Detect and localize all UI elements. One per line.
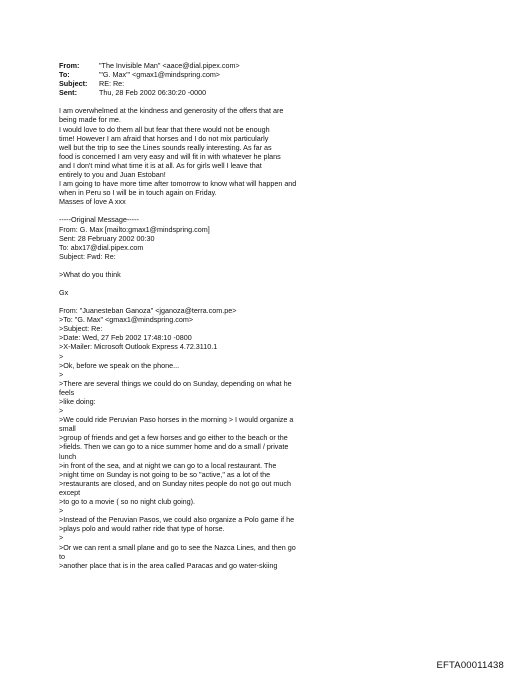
body-paragraph: [59, 106, 451, 206]
text-line: To: abx17@dial.pipex.com: [59, 242, 144, 252]
text-line: >: [59, 369, 64, 379]
text-line: being made for me.: [59, 115, 121, 125]
text-line: I would love to do them all but fear that there would not be enough: [59, 124, 270, 134]
text-line: when in Peru so I will be in touch again on Friday.: [59, 188, 217, 198]
text-line: except: [59, 487, 81, 497]
text-line: lunch: [59, 451, 77, 461]
header-label: Subject:: [59, 79, 88, 89]
text-line: to: [59, 551, 65, 561]
document-id-footer: EFTA00011438: [436, 660, 504, 671]
text-line: feels: [59, 387, 75, 397]
text-line: Subject: Fwd: Re:: [59, 251, 116, 261]
text-line: >to go to a movie ( so no night club going).: [59, 497, 196, 507]
text-line: time! However I am afraid that horses and I do not mix particularly: [59, 133, 269, 143]
text-line: >in front of the sea, and at night we can go to a local restaurant. The: [59, 460, 277, 470]
text-line: >: [59, 406, 64, 416]
text-line: >: [59, 506, 64, 516]
text-line: >Date: Wed, 27 Feb 2002 17:48:10 -0800: [59, 333, 192, 343]
text-line: >group of friends and get a few horses and go either to the beach or the: [59, 433, 288, 443]
email-header-row: [59, 61, 451, 70]
text-line: >fields. Then we can go to a nice summer home and do a small / private: [59, 442, 289, 452]
text-line: Masses of love A xxx: [59, 197, 126, 207]
body-paragraph: [59, 306, 451, 570]
header-label: Sent:: [59, 88, 77, 98]
text-line: >Instead of the Peruvian Pasos, we could also organize a Polo game if he: [59, 515, 295, 525]
email-header-row: [59, 70, 451, 79]
text-line: >plays polo and would rather ride that type of horse.: [59, 524, 225, 534]
text-line: I am going to have more time after tomorrow to know what will happen and: [59, 179, 297, 189]
text-line: >: [59, 533, 64, 543]
header-value: Thu, 28 Feb 2002 06:30:20 -0000: [99, 88, 207, 98]
text-line: >like doing:: [59, 397, 96, 406]
email-header-row: [59, 88, 451, 97]
email-headers: [59, 61, 451, 97]
text-line: >Or we can rent a small plane and go to see the Nazca Lines, and then go: [59, 542, 296, 552]
header-value: "The Invisible Man" <aace@dial.pipex.com>: [99, 61, 240, 70]
text-line: >What do you think: [59, 269, 121, 279]
text-line: I am overwhelmed at the kindness and generosity of the offers that are: [59, 106, 284, 116]
text-line: well but the trip to see the Lines sounds really interesting. As far as: [59, 142, 272, 152]
text-line: -----Original Message-----: [59, 215, 139, 225]
text-line: >There are several things we could do on Sunday, depending on what he: [59, 378, 292, 388]
text-line: small: [59, 424, 76, 434]
text-line: entirely to you and Juan Estoban!: [59, 170, 166, 180]
text-line: food is concerned I am very easy and will fit in with whatever he plans: [59, 151, 281, 161]
email-document: [59, 61, 451, 570]
text-line: >Subject: Re:: [59, 324, 103, 334]
text-line: and I don't mind what time it is at all. As for girls well I leave that: [59, 160, 262, 170]
body-paragraph: [59, 215, 451, 260]
text-line: >another place that is in the area called Paracas and go water-skiing: [59, 560, 278, 570]
text-line: >Ok, before we speak on the phone...: [59, 360, 180, 370]
text-line: >To: "G. Max" <gmax1@mindspring.com>: [59, 315, 194, 325]
text-line: >X-Mailer: Microsoft Outlook Express 4.72.3110.1: [59, 342, 218, 352]
text-line: >We could ride Peruvian Paso horses in the morning > I would organize a: [59, 415, 294, 425]
email-header-row: [59, 79, 451, 88]
text-line: >: [59, 351, 64, 361]
email-body: [59, 106, 451, 569]
header-value: RE: Re:: [99, 79, 125, 89]
text-line: Sent: 28 February 2002 00:30: [59, 233, 155, 243]
body-paragraph: [59, 270, 451, 279]
text-line: >restaurants are closed, and on Sunday nites people do not go out much: [59, 478, 291, 488]
text-line: Gx: [59, 287, 69, 297]
header-label: To:: [59, 70, 70, 80]
header-value: "'G. Max'" <gmax1@mindspring.com>: [99, 70, 221, 80]
text-line: From: G. Max [mailto:gmax1@mindspring.com]: [59, 224, 210, 234]
body-paragraph: [59, 288, 451, 297]
text-line: From: "Juanesteban Ganoza" <jganoza@terra.com.pe>: [59, 306, 237, 316]
text-line: >night time on Sunday is not going to be so "active," as a lot of the: [59, 469, 271, 479]
header-label: From:: [59, 61, 80, 70]
